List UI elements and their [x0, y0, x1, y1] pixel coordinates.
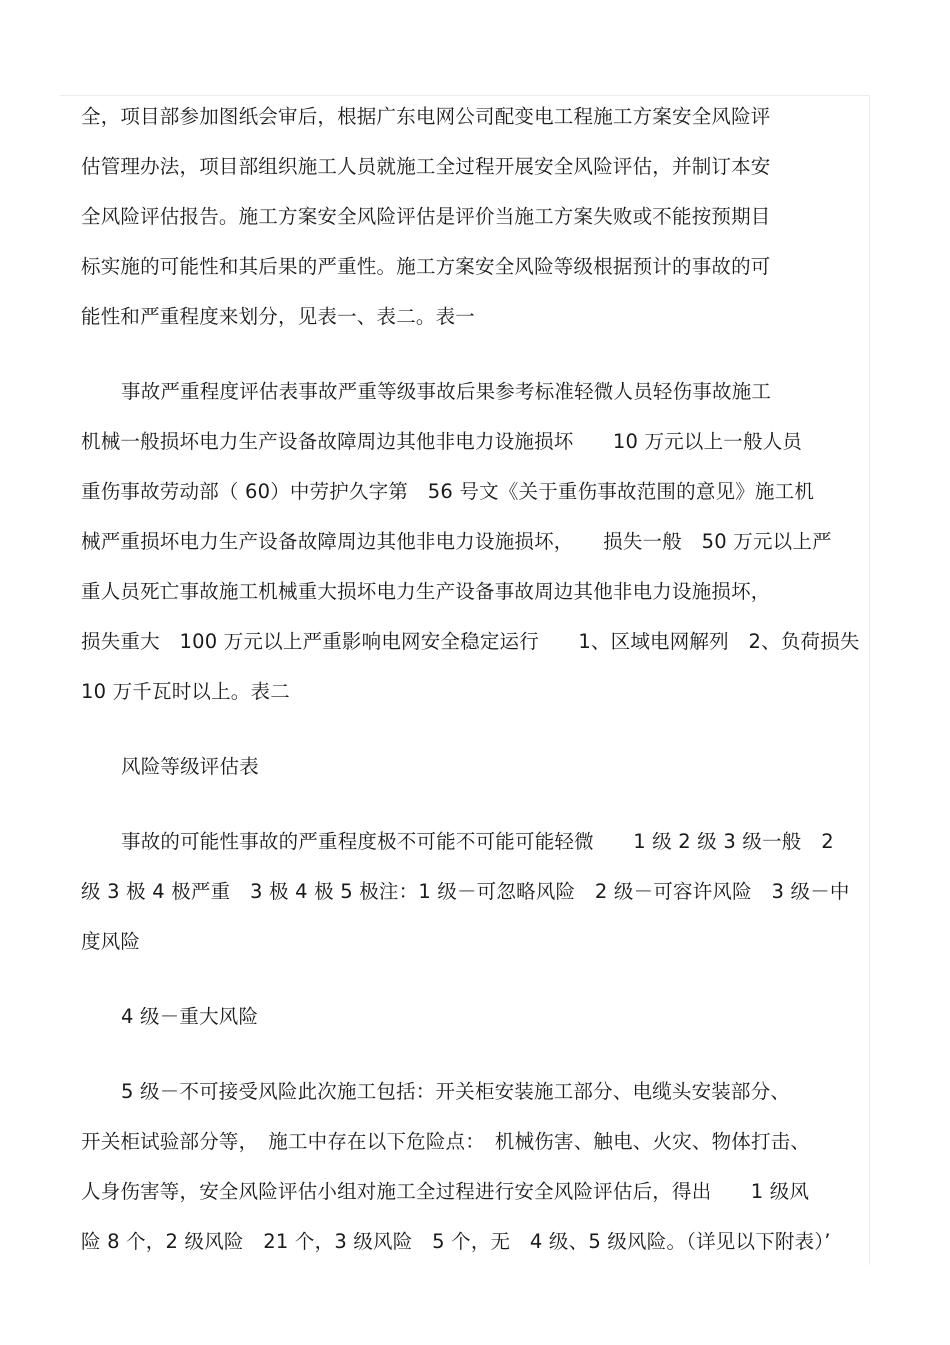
text-line: 10 万千瓦时以上。表二: [81, 680, 290, 703]
text-line: 重伤事故劳动部（ 60）中劳护久字第 56 号文《关于重伤事故范围的意见》施工机: [81, 480, 815, 503]
text-line: 事故严重程度评估表事故严重等级事故后果参考标准轻微人员轻伤事故施工: [121, 380, 772, 403]
text-line: 险 8 个，2 级风险 21 个，3 级风险 5 个，无 4 级、5 级风险。（详见以下附表）’: [81, 1230, 831, 1253]
text-line: 能性和严重程度来划分，见表一、表二。表一: [81, 305, 476, 328]
text-line: 估管理办法，项目部组织施工人员就施工全过程开展安全风险评估，并制订本安: [81, 155, 771, 178]
text-line: 损失重大 100 万元以上严重影响电网安全稳定运行 1、区域电网解列 2、负荷损失: [81, 630, 860, 653]
text-line: 全风险评估报告。施工方案安全风险评估是评价当施工方案失败或不能按预期目: [81, 205, 771, 228]
text-line: 人身伤害等，安全风险评估小组对施工全过程进行安全风险评估后，得出 1 级风: [81, 1180, 810, 1203]
text-line: 级 3 极 4 极严重 3 极 4 极 5 极注：1 级－可忽略风险 2 级－可容许风险 3 级－中: [81, 880, 850, 903]
text-line: 重人员死亡事故施工机械重大损坏电力生产设备事故周边其他非电力设施损坏，: [81, 580, 771, 603]
text-line: 开关柜试验部分等， 施工中存在以下危险点： 机械伤害、触电、火灾、物体打击、: [81, 1130, 811, 1153]
text-line: 度风险: [81, 930, 141, 953]
text-line: 事故的可能性事故的严重程度极不可能不可能可能轻微 1 级 2 级 3 级一般 2: [121, 830, 834, 853]
text-line: 4 级－重大风险: [121, 1005, 259, 1028]
text-line: 械严重损坏电力生产设备故障周边其他非电力设施损坏， 损失一般 50 万元以上严: [81, 530, 832, 553]
text-line: 5 级－不可接受风险此次施工包括：开关柜安装施工部分、电缆头安装部分、: [121, 1080, 791, 1103]
text-line: 标实施的可能性和其后果的严重性。施工方案安全风险等级根据预计的事故的可: [81, 255, 771, 278]
section-heading: 风险等级评估表: [121, 755, 259, 778]
text-line: 机械一般损坏电力生产设备故障周边其他非电力设施损坏 10 万元以上一般人员: [81, 430, 803, 453]
text-line: 全，项目部参加图纸会审后，根据广东电网公司配变电工程施工方案安全风险评: [81, 105, 771, 128]
